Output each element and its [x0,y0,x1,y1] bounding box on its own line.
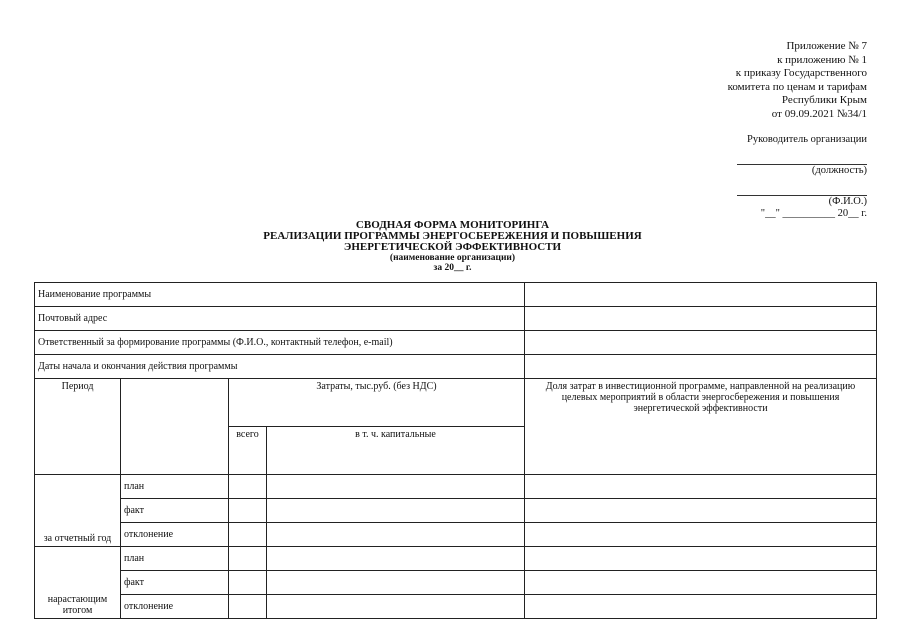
table-row [35,307,877,331]
responsible-value[interactable] [525,331,877,355]
cell-share[interactable] [525,571,877,595]
row-label-plan: план [121,475,229,499]
share-header: Доля затрат в инвестиционной программе, направленной на реализацию целевых мероприятий в области энергосбережения и повышения энергетической эффективности [525,379,877,475]
dates-value[interactable] [525,355,877,379]
responsible-label: Ответственный за формирование программы (Ф.И.О., контактный телефон, e-mail) [35,331,525,355]
cell-share[interactable] [525,499,877,523]
table-row [35,355,877,379]
period-header: Период [35,379,121,475]
row-label-fact: факт [121,499,229,523]
signature-block [667,134,867,220]
address-value[interactable] [525,307,877,331]
program-name-label: Наименование программы [35,283,525,307]
cell-total[interactable] [229,475,267,499]
title-line-2: РЕАЛИЗАЦИИ ПРОГРАММЫ ЭНЕРГОСБЕРЕЖЕНИЯ И ПОВЫШЕНИЯ [263,230,642,242]
title-year: за 20__ г. [433,263,472,273]
period-reporting-year: за отчетный год [35,475,121,547]
appendix-line-6: от 09.09.2021 №34/1 [771,107,867,120]
cell-total[interactable] [229,595,267,619]
row-label-deviation: отклонение [121,523,229,547]
appendix-line-2: к приложению № 1 [777,53,867,66]
period-cumulative: нарастающим итогом [35,547,121,619]
cell-capital[interactable] [267,475,525,499]
cell-capital[interactable] [267,571,525,595]
cell-capital[interactable] [267,523,525,547]
title-organization: (наименование организации) [389,253,516,263]
row-type-header [121,379,229,475]
cell-capital[interactable] [267,547,525,571]
capital-header: в т. ч. капитальные [267,427,525,475]
costs-header: Затраты, тыс.руб. (без НДС) [229,379,525,427]
table-row [35,547,877,571]
row-label-plan: план [121,547,229,571]
cell-total[interactable] [229,499,267,523]
appendix-line-5: Республики Крым [781,94,867,106]
appendix-line-3: к приказу Государственного [735,67,867,79]
table-row [35,283,877,307]
head-label: Руководитель организации [747,134,867,145]
table-row [35,595,877,619]
address-label: Почтовый адрес [35,307,525,331]
program-name-value[interactable] [525,283,877,307]
table-row [35,331,877,355]
total-header: всего [229,427,267,475]
cell-total[interactable] [229,523,267,547]
appendix-block [607,40,867,121]
name-label: (Ф.И.О.) [828,196,867,207]
appendix-line-4: комитета по ценам и тарифам [727,80,867,93]
cell-total[interactable] [229,547,267,571]
cell-capital[interactable] [267,499,525,523]
cell-capital[interactable] [267,595,525,619]
position-label: (должность) [811,165,867,176]
table-row [35,379,877,427]
table-row [35,499,877,523]
cell-share[interactable] [525,595,877,619]
document-title [0,220,905,273]
monitoring-table [34,282,877,619]
cell-share[interactable] [525,523,877,547]
cell-total[interactable] [229,571,267,595]
row-label-deviation: отклонение [121,595,229,619]
table-row [35,523,877,547]
cell-share[interactable] [525,475,877,499]
row-label-fact: факт [121,571,229,595]
dates-label: Даты начала и окончания действия программы [35,355,525,379]
cell-share[interactable] [525,547,877,571]
date-label: "__" __________ 20__ г. [760,208,867,219]
table-row [35,475,877,499]
title-line-3: ЭНЕРГЕТИЧЕСКОЙ ЭФФЕКТИВНОСТИ [343,241,562,253]
appendix-line-1: Приложение № 7 [786,40,867,52]
table-row [35,571,877,595]
title-line-1: СВОДНАЯ ФОРМА МОНИТОРИНГА [355,219,550,231]
